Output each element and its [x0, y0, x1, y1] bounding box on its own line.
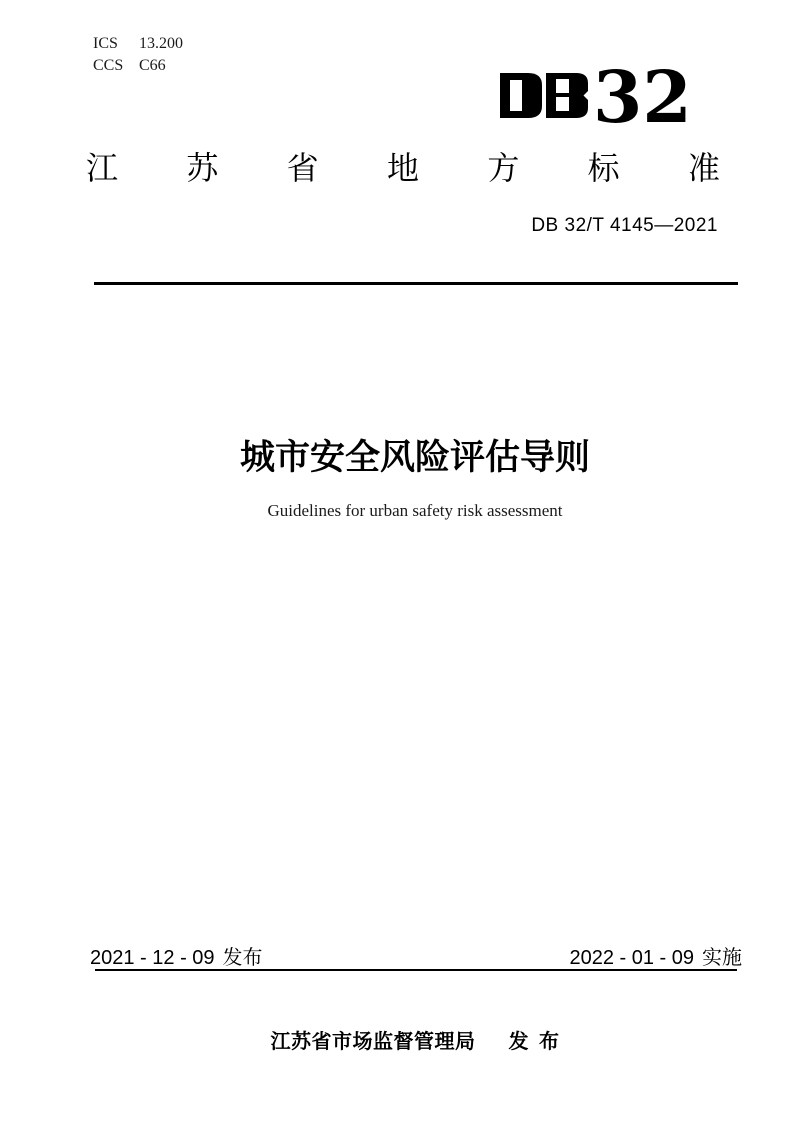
implementation-date: 2022 - 01 - 09: [569, 947, 694, 969]
banner-char: 准: [687, 150, 720, 186]
publisher-action-char: 发: [508, 1031, 529, 1053]
standard-type-banner: [86, 149, 720, 187]
implementation-date-group: [569, 941, 742, 970]
banner-char: 苏: [186, 150, 219, 186]
header-divider-rule: [94, 282, 738, 285]
issue-label: 发布: [222, 947, 263, 969]
publisher-line: [90, 1025, 740, 1054]
standard-title-english: Guidelines for urban safety risk assessment: [267, 501, 563, 520]
banner-char: 方: [487, 150, 520, 186]
db32-logo-graphic: [500, 69, 690, 127]
standard-title-chinese: 城市安全风险评估导则: [239, 438, 590, 477]
banner-char: 标: [587, 150, 620, 186]
banner-char: 地: [386, 150, 419, 186]
ccs-label: CCS: [93, 57, 124, 74]
ccs-value: C66: [139, 57, 166, 74]
banner-char: 江: [86, 150, 119, 186]
issue-date: 2021 - 12 - 09: [90, 947, 215, 969]
db32-logo: [500, 69, 690, 127]
issue-date-group: [90, 941, 263, 970]
banner-char: 省: [286, 150, 319, 186]
standard-number: DB 32/T 4145—2021: [531, 215, 718, 236]
ics-line: [93, 33, 183, 55]
ics-label: ICS: [93, 35, 118, 52]
db-letters-icon: [500, 73, 588, 118]
dates-row: [90, 941, 742, 970]
ccs-line: [93, 55, 183, 77]
classification-codes: [93, 33, 183, 77]
ics-value: 13.200: [139, 35, 183, 52]
publisher-name: 江苏省市场监督管理局: [270, 1031, 476, 1053]
implementation-label: 实施: [702, 947, 742, 969]
footer-divider-rule: [95, 969, 737, 971]
logo-number: 32: [593, 69, 690, 127]
publisher-action-char: 布: [539, 1031, 560, 1053]
